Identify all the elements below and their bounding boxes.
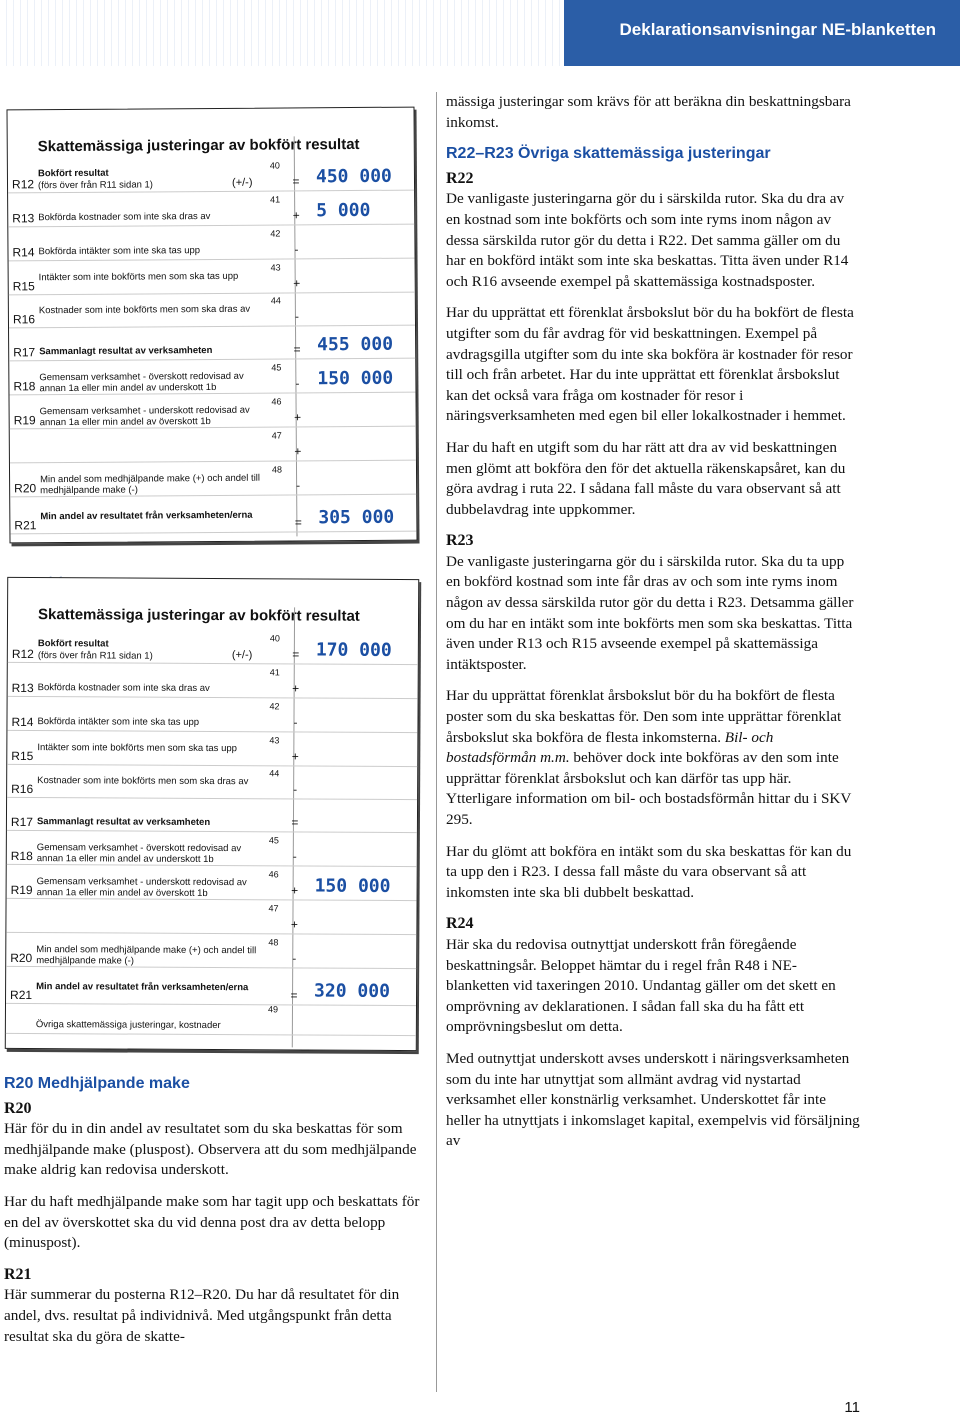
row-divider: [10, 531, 416, 535]
subheading-r24: R24: [446, 915, 474, 933]
row-divider: [6, 1003, 416, 1006]
row-code: R15: [12, 279, 35, 294]
form-sture: [6, 107, 417, 544]
row-sign: -: [294, 242, 299, 257]
row-code: R14: [11, 714, 34, 730]
row-divider: [6, 1033, 416, 1036]
row-divider: [9, 292, 415, 296]
form-row: [10, 501, 416, 533]
form-row: [9, 295, 415, 327]
row-divider: [7, 830, 417, 833]
paragraph: Har du haft en utgift som du har rätt att dra av vid beskattningen men glömt att bokföra den för det aktuella räkenskapsåret, kan du göra avdrag i ruta 22. I sådana fall måste du vara observant så att dubbelavdrag inte uppkommer.: [446, 438, 846, 518]
form-row: [7, 800, 417, 830]
row-sign: +: [292, 208, 300, 223]
form-row: [9, 362, 415, 395]
row-label: [40, 447, 260, 449]
row-sign: =: [291, 815, 299, 830]
row-label: Min andel av resultatet från verksamheten/erna: [40, 509, 253, 523]
row-label: [36, 918, 256, 919]
row-label: Bokförda kostnader som inte ska dras av: [38, 211, 211, 224]
row-sign: +: [291, 749, 299, 764]
form-row: [9, 328, 415, 360]
row-label: Gemensam verksamhet - underskott redovisad av annan 1a eller min andel av överskott 1b: [36, 876, 247, 899]
paragraph: Med outnyttjat underskott avses underskott i näringsverksamheten som du inte har utnyttjat som allmänt avdrag vid nystartad verksamhet eller konstnärlig verksamhet. Underskottet får inte heller ha utnyttjats i inkomslaget kapital, exempelvis vid försäljning av: [446, 1049, 860, 1150]
row-code: R13: [11, 680, 34, 696]
form-row: [10, 464, 416, 497]
section-heading-r22-r23: R22–R23 Övriga skattemässiga justeringar: [446, 145, 771, 163]
handwritten-value: 455 000: [317, 333, 394, 356]
field-number: 41: [270, 194, 281, 205]
row-code: R12: [11, 177, 35, 192]
paragraph: mässiga justeringar som krävs för att beräkna din beskattningsbara inkomst.: [446, 93, 851, 131]
row-label: Bokförda intäkter som inte ska tas upp: [38, 245, 201, 258]
row-divider: [10, 460, 416, 464]
field-number: 41: [269, 667, 280, 678]
row-label: Intäkter som inte bokförts men som ska tas upp: [38, 270, 239, 284]
header-title: Deklarationsanvisningar NE-blanketten: [619, 20, 936, 39]
handwritten-value: 150 000: [314, 875, 391, 897]
column-divider: [436, 92, 437, 1392]
row-divider: [9, 325, 415, 329]
row-divider: [7, 764, 417, 767]
row-code: R18: [10, 848, 33, 864]
row-code: R19: [13, 413, 36, 428]
paragraph: Har du glömt att bokföra en intäkt som du ska beskattas för kan du ta upp den i R23. I dessa fall måste du vara observant så att inkomsten inte ska bli dubbelt beskattad.: [446, 842, 852, 901]
subheading-r22: R22: [446, 169, 474, 187]
row-divider: [7, 730, 417, 733]
field-number: 44: [269, 768, 280, 779]
form-row: [8, 194, 414, 226]
row-sign: -: [292, 951, 297, 966]
row-sign: -: [294, 309, 299, 324]
handwritten-value: 5 000: [316, 199, 371, 222]
form-row: [8, 160, 414, 192]
row-sign: =: [290, 988, 298, 1003]
handwritten-value: 170 000: [315, 639, 392, 661]
paragraph: De vanligaste justeringarna gör du i särskilda rutor. Ska du ta upp en bokförd kostnad som inte får dras av och som inte ryms inom någon av dessa särskilda rutor gör du detta i R23. Detsamma gäller om du har en intäkt som inte bokförts men som ska beskattas. Titta även under R13 och R15 avseende exempel på skattemässiga intäktsposter.: [446, 552, 854, 673]
row-label: Min andel av resultatet från verksamheten/erna: [36, 981, 249, 994]
paragraph: Har du upprättat ett förenklat årsbokslut bör du ha bokfört de flesta utgifter som du får avdrag för vid beskattningen. Exempel på avdragsgilla utgifter som du inte ska bokföra är kostnader för resor till och från arbetet. Har du inte upprättat ett förenklat årsbokslut kan det också vara fråga om kostnader för resor i näringsverksamheten med egen bil eller lokalkostnader i hemmet.: [446, 304, 854, 425]
page-header: [0, 0, 960, 66]
row-sign: -: [296, 478, 301, 493]
form-row: [6, 973, 416, 1003]
row-sign: -: [292, 849, 297, 864]
row-sublabel: (förs över från R11 sidan 1): [37, 179, 153, 192]
field-number: 46: [268, 869, 279, 880]
row-label: Bokfört resultat: [37, 167, 109, 180]
form-row: [8, 666, 418, 696]
row-sign: =: [293, 342, 301, 357]
row-code: R20: [14, 481, 37, 496]
form-row: [8, 228, 414, 260]
field-number: 43: [270, 262, 281, 273]
form-row: [7, 868, 417, 899]
field-number: 45: [271, 362, 282, 373]
row-code: R15: [11, 748, 34, 764]
row-code: R12: [11, 646, 34, 662]
form-row: [7, 767, 417, 797]
row-label: Kostnader som inte bokförts men som ska dras av: [38, 303, 251, 317]
paragraph: Här ska du redovisa outnyttjat underskott från föregående beskattningsår. Beloppet hämtar du i regel från R48 i NE-blanketten vid taxeringen 2010. Undantag gäller om det skett en omprövning av deklarationen. I sådan fall ska du ha fått ett omprövningsbeslut om detta.: [446, 935, 836, 1036]
paragraph: Har du haft medhjälpande make som har tagit upp och beskattats för en del av överskottet ska du vid denna post dra av detta belopp (minuspost).: [4, 1192, 420, 1252]
subheading-r21: R21: [4, 1265, 32, 1283]
row-divider: [8, 224, 414, 228]
row-label: Min andel som medhjälpande make (+) och andel till medhjälpande make (-): [40, 472, 261, 497]
row-label: Sammanlagt resultat av verksamheten: [36, 816, 211, 828]
field-number: 49: [267, 1004, 279, 1015]
page-number: 11: [844, 1399, 860, 1416]
paragraph: Här för du in din andel av resultatet som du ska beskattas för som medhjälpande make (pluspost). Observera att du som medhjälpande make aldrig kan redovisa underskott.: [4, 1120, 417, 1179]
text-span: behöver dock inte bokföras av den som inte upprättar förenklat årsbokslut och kan därför tas upp här. Ytterligare information om bil- och bostadsförmån hittar du i SKV 295.: [446, 749, 852, 828]
form-row: [10, 430, 416, 459]
field-number: 42: [270, 228, 281, 239]
row-label: Sammanlagt resultat av verksamheten: [39, 344, 213, 358]
row-sign: +: [294, 444, 302, 459]
row-label: Övriga skattemässiga justeringar, kostnader: [35, 1019, 221, 1032]
row-label: Bokförda kostnader som inte ska dras av: [37, 682, 210, 694]
row-label: Bokfört resultat: [37, 638, 109, 650]
row-label: Kostnader som inte bokförts men som ska dras av: [37, 775, 249, 788]
field-number: 47: [268, 903, 279, 914]
row-label: Gemensam verksamhet - underskott redovisad av annan 1a eller min andel av överskott 1b: [39, 404, 250, 429]
field-number: 46: [271, 396, 282, 407]
section-heading-r20: R20 Medhjälpande make: [4, 1075, 190, 1092]
text-span: Har du upprättat förenklat årsbokslut bör du ha bokfört de flesta poster som du ska beskattas för. Den som inte upprättar förenklat årsbokslut ska bokföra de flesta inkomsterna.: [446, 687, 842, 746]
plus-minus-label: (+/-): [231, 649, 253, 662]
row-sign: -: [295, 376, 300, 391]
form-row: [8, 632, 418, 662]
row-divider: [8, 696, 418, 699]
form-row: [6, 936, 416, 967]
row-sign: +: [293, 276, 301, 291]
subheading-r23: R23: [446, 532, 474, 550]
italic-text: Bil- och bostadsförmån m.m.: [446, 728, 774, 767]
row-sign: =: [292, 174, 300, 189]
row-label: Intäkter som inte bokförts men som ska tas upp: [37, 742, 237, 755]
row-divider: [7, 797, 417, 800]
row-label: Gemensam verksamhet - överskott redovisad av annan 1a eller min andel av underskott 1b: [36, 842, 242, 866]
form2-title: Skattemässiga justeringar av bokfört resultat: [37, 606, 360, 625]
row-label: Bokförda intäkter som inte ska tas upp: [37, 716, 200, 728]
row-sign: =: [294, 515, 302, 530]
row-sign: -: [293, 782, 298, 797]
field-number: 47: [271, 430, 282, 441]
field-number: 48: [268, 937, 279, 948]
row-label: Gemensam verksamhet - överskott redovisad av annan 1a eller min andel av underskott 1b: [39, 370, 244, 395]
plus-minus-label: (+/-): [231, 176, 253, 189]
field-number: 40: [269, 633, 280, 644]
right-text-column: [446, 92, 860, 1163]
field-number: 42: [269, 701, 280, 712]
row-divider: [8, 662, 418, 665]
row-sign: +: [292, 681, 300, 696]
row-code: R21: [14, 518, 37, 533]
handwritten-value: 305 000: [318, 506, 395, 529]
handwritten-value: 450 000: [315, 165, 392, 188]
form-row: [7, 834, 417, 866]
row-divider: [6, 932, 416, 935]
form-row: [7, 734, 417, 764]
subheading-r20: R20: [4, 1099, 32, 1117]
field-number: 48: [271, 464, 283, 475]
row-sublabel: (förs över från R11 sidan 1): [37, 650, 153, 662]
form-row: [7, 902, 417, 932]
row-sign: +: [294, 410, 302, 425]
form1-column-line: [294, 136, 298, 536]
field-number: 43: [269, 735, 280, 746]
row-code: R20: [10, 950, 33, 966]
left-text-column: [4, 1074, 420, 1358]
row-code: R21: [10, 987, 33, 1003]
row-code: R13: [12, 211, 35, 226]
form-berit: [5, 577, 419, 1051]
field-number: 45: [268, 835, 279, 846]
row-divider: [9, 358, 415, 362]
row-code: R16: [12, 312, 36, 327]
paragraph: De vanligaste justeringarna gör du i särskilda rutor. Ska du dra av en kostnad som inte bokförts och som inte ryms inom någon av dessa särskilda rutor gör du detta i R22. Det samma gäller om du har en bokförd intäkt som inte ska beskattas. Titta även under R14 och R16 avseende exempel på skattemässiga kostnadsposter.: [446, 190, 849, 290]
row-code: R14: [12, 245, 35, 260]
row-code: R17: [10, 814, 34, 830]
row-code: R17: [13, 345, 36, 360]
handwritten-value: 150 000: [317, 367, 394, 390]
form-row: [8, 700, 418, 730]
paragraph: Här summerar du posterna R12–R20. Du har då resultatet för din andel, dvs. resultat på individnivå. Med utgångspunkt från detta resultat ska du göra de skatte-: [4, 1286, 400, 1345]
paragraph: [446, 686, 860, 830]
form-row: [9, 262, 415, 294]
field-number: 40: [269, 160, 280, 171]
row-code: R18: [13, 379, 36, 394]
row-label: Min andel som medhjälpande make (+) och andel till medhjälpande make (-): [36, 944, 257, 967]
row-sign: +: [291, 883, 299, 898]
row-sign: -: [293, 715, 298, 730]
row-code: R16: [11, 781, 34, 797]
form-row: [10, 396, 416, 429]
header-stripes: [0, 0, 564, 66]
row-code: R19: [10, 882, 33, 898]
field-number: 44: [270, 295, 281, 306]
form1-title: Skattemässiga justeringar av bokfört resultat: [37, 135, 360, 156]
handwritten-value: 320 000: [314, 980, 390, 1002]
row-sign: +: [290, 917, 298, 932]
row-divider: [9, 258, 415, 262]
row-sign: =: [292, 647, 300, 662]
header-bar: [564, 0, 960, 66]
